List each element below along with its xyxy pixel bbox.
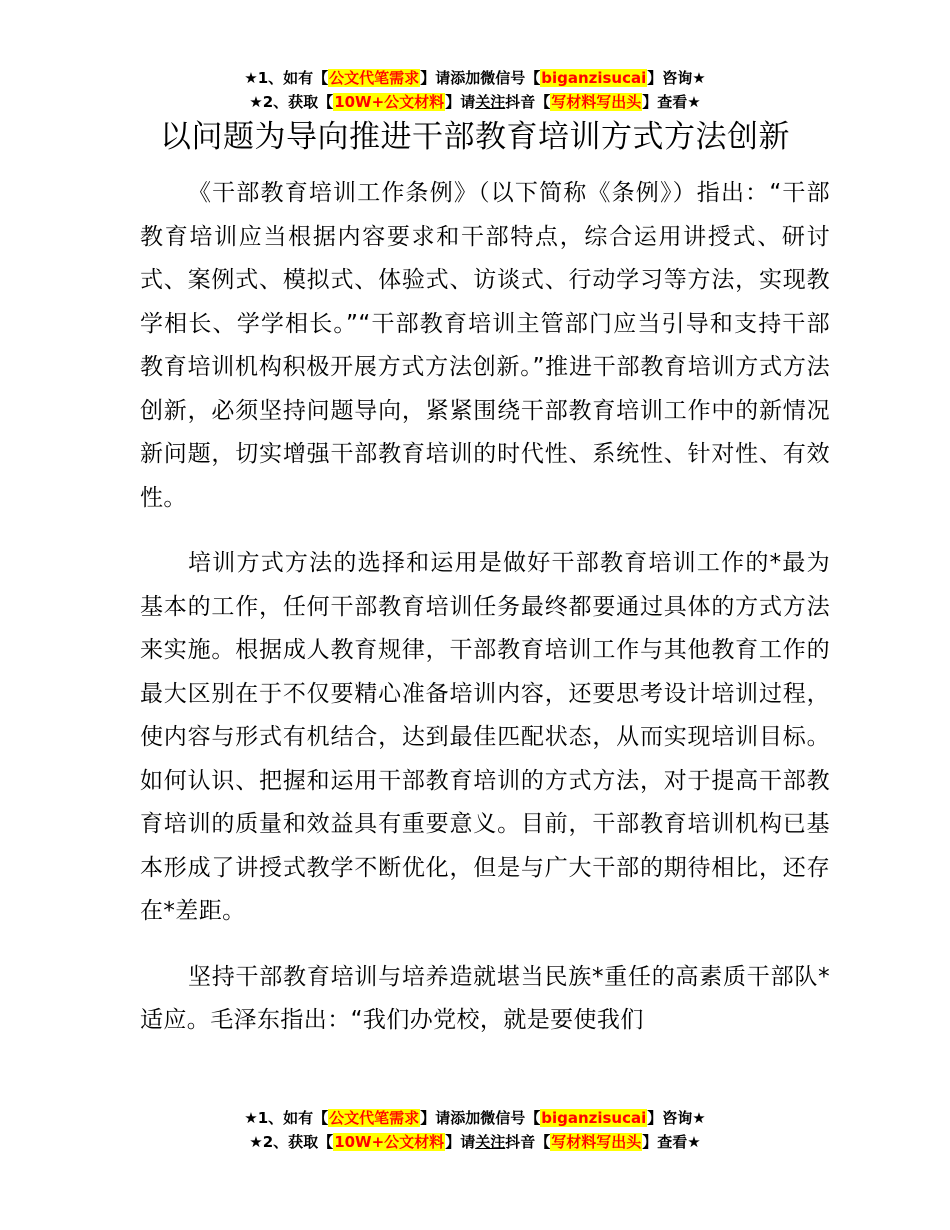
body-paragraph-1: 《干部教育培训工作条例》（以下简称《条例》）指出：“干部教育培训应当根据内容要求和干部特点，综合运用讲授式、研讨式、案例式、模拟式、体验式、访谈式、行动学习等方法，实现教学相长、学学相长。”“干部教育培训主管部门应当引导和支持干部教育培训机构积极开展方式方法创新。”推进干部教育培训方式方法创新，必须坚持问题导向，紧紧围绕干部教育培训工作中的新情况新问题，切实增强干部教育培训的时代性、系统性、针对性、有效性。 (140, 180, 830, 511)
promo-highlight-service: 公文代笔需求 (329, 1109, 420, 1127)
promo-text: ★1、如有【 (244, 1109, 329, 1127)
promo-highlight-service: 公文代笔需求 (329, 69, 420, 87)
promo-highlight-douyin: 写材料写出头 (551, 1133, 642, 1151)
body-paragraph-3: 坚持干部教育培训与培养造就堪当民族*重任的高素质干部队*适应。毛泽东指出：“我们办党校，就是要使我们 (140, 963, 830, 1033)
promo-text: 抖音【 (505, 93, 551, 111)
body-paragraph-2: 培训方式方法的选择和运用是做好干部教育培训工作的*最为基本的工作，任何干部教育培训任务最终都要通过具体的方式方法来实施。根据成人教育规律，干部教育培训工作与其他教育工作的最大区别在于不仅要精心准备培训内容，还要思考设计培训过程，使内容与形式有机结合，达到最佳匹配状态，从而实现培训目标。如何认识、把握和运用干部教育培训的方式方法，对于提高干部教育培训的质量和效益具有重要意义。目前，干部教育培训机构已基本形成了讲授式教学不断优化，但是与广大干部的期待相比，还存在*差距。 (140, 550, 830, 924)
footer-promo-banner (0, 1106, 950, 1154)
promo-highlight-wechat-id: biganzisucai (541, 69, 647, 87)
promo-text: 】请 (445, 1133, 476, 1151)
promo-text: 】请添加微信号【 (420, 69, 541, 87)
document-title: 以问题为导向推进干部教育培训方式方法创新 (160, 119, 790, 155)
promo-text: 】查看★ (642, 1133, 701, 1151)
promo-highlight-douyin: 写材料写出头 (551, 93, 642, 111)
promo-text: 】请添加微信号【 (420, 1109, 541, 1127)
promo-text: ★1、如有【 (244, 69, 329, 87)
promo-text: 】咨询★ (647, 69, 706, 87)
promo-highlight-materials: 10W+公文材料 (334, 1133, 445, 1151)
promo-text: 】请 (445, 93, 476, 111)
promo-underlined-follow: 关注 (475, 1133, 506, 1151)
promo-line-1 (0, 1106, 950, 1130)
promo-line-2 (0, 1130, 950, 1154)
promo-highlight-materials: 10W+公文材料 (334, 93, 445, 111)
promo-text: ★2、获取【 (249, 93, 334, 111)
promo-underlined-follow: 关注 (475, 93, 506, 111)
promo-text: 】咨询★ (647, 1109, 706, 1127)
promo-line-2 (0, 90, 950, 114)
promo-highlight-wechat-id: biganzisucai (541, 1109, 647, 1127)
promo-text: 抖音【 (505, 1133, 551, 1151)
promo-line-1 (0, 66, 950, 90)
header-promo-banner (0, 66, 950, 114)
document-body (140, 172, 830, 1065)
promo-text: 】查看★ (642, 93, 701, 111)
promo-text: ★2、获取【 (249, 1133, 334, 1151)
